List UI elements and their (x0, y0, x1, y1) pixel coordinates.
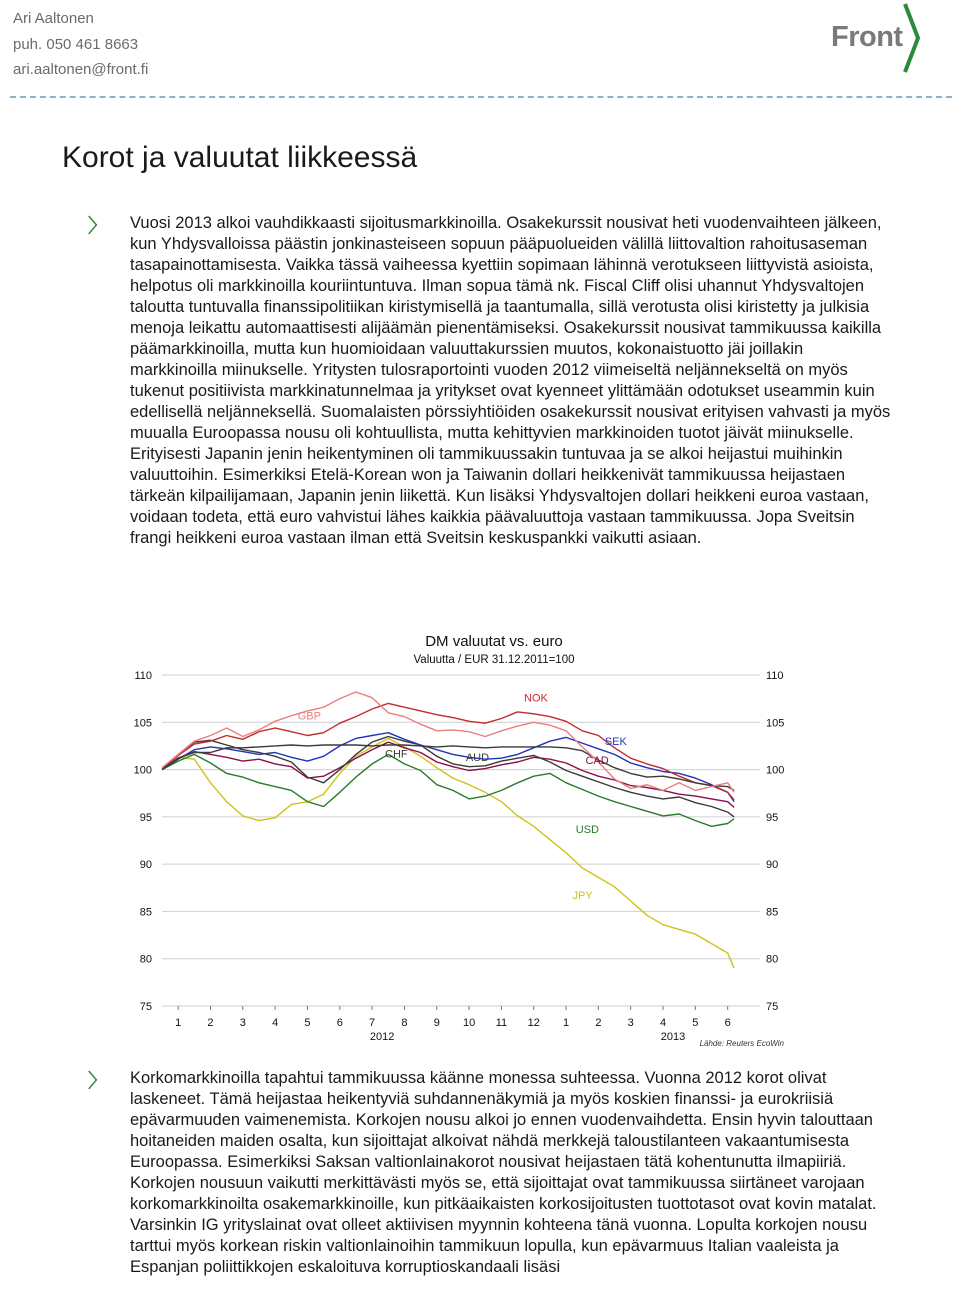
x-tick-label: 1 (562, 1017, 570, 1029)
x-tick-label: 2 (595, 1017, 602, 1029)
y-tick-label-right: 95 (766, 811, 779, 824)
front-logo (828, 2, 928, 74)
x-tick-label: 7 (369, 1017, 376, 1029)
x-year-label: 2012 (369, 1031, 395, 1043)
x-tick-label: 3 (239, 1017, 246, 1029)
header-divider (10, 96, 952, 98)
y-tick-label-right: 75 (766, 1001, 779, 1013)
y-tick-label-left: 105 (133, 717, 152, 730)
x-tick-label: 1 (175, 1017, 182, 1029)
paragraph-2: Korkomarkkinoilla tapahtui tammikuussa käänne monessa suhteessa. Vuonna 2012 korot olivat laskeneet. Tämä heijastaa heikentyviä suhdannenäkymiä ja myös koskien finanssi- ja eurokriisiä epävarmuuden vaimenemista. Korkojen nousu alkoi jo ennen vuodenvaihdetta. Ensin hyvin talouttaan hoitaneiden maiden osalta, kun sijoittajat alkoivat nähdä merkkejä taloustilanteen vakaantumisesta Euroopassa. Esimerkiksi Saksan valtionlainakorot nousivat heijastaen tätä kohentunutta ilmapiiriä. Korkojen nousuun vaikutti merkittävästi myös se, että sijoittajat ovat tammikuussa siirtäneet varojaan korkomarkkinoilta osakemarkkinoille, kun pitkäaikaisten korkosijoitusten tuottotasot ovat kovin matalat. Varsinkin IG yrityslainat ovat olleet aktiivisen myynnin kohteena tänä vuonna. Lopulta korkojen nousu tarttui myös korkean riskin valtionlainoihin tammikuun lopulla, kun epävarmuus Italian vaaleista ja Espanjan poliittikkojen eskaloituva korruptioskandaali lisäsi (130, 1069, 877, 1276)
x-tick-label: 6 (336, 1017, 343, 1029)
series-label-chf: CHF (385, 748, 408, 761)
chart-series (162, 692, 734, 968)
x-year-label: 2013 (660, 1031, 686, 1043)
x-tick-label: 6 (724, 1017, 731, 1029)
x-tick-label: 5 (692, 1017, 699, 1029)
y-tick-label-right: 105 (766, 717, 785, 730)
y-tick-label-left: 100 (133, 764, 152, 777)
series-label-aud: AUD (465, 752, 490, 765)
y-tick-label-right: 85 (766, 906, 779, 919)
chart-subtitle: Valuutta / EUR 31.12.2011=100 (413, 654, 575, 666)
series-label-nok: NOK (524, 692, 548, 705)
y-tick-label-left: 75 (139, 1001, 152, 1013)
chart-grid (162, 675, 760, 1006)
y-tick-label-left: 95 (139, 811, 152, 824)
y-tick-label-left: 85 (139, 906, 152, 919)
chevron-right-icon (902, 2, 922, 74)
x-tick-label: 9 (433, 1017, 440, 1029)
series-label-usd: USD (575, 823, 599, 836)
y-tick-label-right: 100 (766, 764, 785, 777)
bullet-icon: 〉 (88, 1071, 108, 1092)
x-tick-label: 4 (272, 1017, 279, 1029)
logo-text: Front (831, 21, 903, 53)
x-tick-label: 3 (627, 1017, 634, 1029)
x-tick-label: 8 (401, 1017, 408, 1029)
series-label-gbp: GBP (297, 710, 321, 723)
y-tick-label-left: 80 (139, 953, 152, 966)
y-tick-label-right: 110 (766, 670, 784, 682)
page-title: Korot ja valuutat liikkeessä (62, 141, 418, 174)
x-tick-label: 11 (495, 1017, 508, 1029)
x-tick-label: 5 (304, 1017, 311, 1029)
paragraph-1: Vuosi 2013 alkoi vauhdikkaasti sijoitusmarkkinoilla. Osakekurssit nousivat heti vuodenvaihteen jälkeen, kun Yhdysvalloissa päästin jonkinasteiseen sopuun pääpuolueiden välillä liittovaltion rahoitusaseman tasapainottamisesta. Vaikka tässä vaiheessa kyettiin sopimaan lähinnä verotukseen liittyvistä asioista, helpotus oli markkinoilla kouriintuntuva. Ilman sopua tämä nk. Fiscal Cliff olisi uhannut Yhdysvaltojen taloutta tuntuvalla finanssipolitiikan kiristymisellä ja taantumalla, sillä verotusta olisi kiristetty ja julkisia menoja leikattu automaattisesti alijäämän pienentämiseksi. Osakekurssit nousivat tammikuussa kaikilla päämarkkinoilla, mutta kun huomioidaan valuuttakurssien muutos, kokonaistuotto jäi joillakin markkinoilla miinukselle. Yritysten tulosraportointi vuoden 2012 viimeiseltä neljännekseltä on myös tukenut positiivista markkinatunnelmaa ja yritykset ovat kyenneet ylittämään odotukset useammin kuin edellisellä neljänneksellä. Suomalaisten pörssiyhtiöiden osakekurssit nousivat erityisen vahvasti ja myös muualla Euroopassa nousu oli kohtuullista, mutta kehittyvien markkinoiden tuotot jäivät miinukselle. Erityisesti Japanin jenin heikentyminen oli tammikuussakin tuntuvaa ja se alkoi heijastui muihinkin valuuttoihin. Esimerkiksi Etelä-Korean won ja Taiwanin dollari heikkenivät tammikuussa heijastaen tärkeän kilpailijamaan, Japanin jenin liikettä. Kun lisäksi Yhdysvaltojen dollari heikkeni euroa vastaan, voidaan todeta, että euro vahvistui lähes kaikkia päävaluuttoja vastaan tammikuussa. Jopa Sveitsin frangi heikkeni euroa vastaan ilman että Sveitsin keskuspankki vaikutti asiaan. (130, 214, 891, 547)
series-line-sek (162, 733, 734, 802)
chart-title: DM valuutat vs. euro (425, 633, 563, 650)
x-tick-label: 12 (527, 1017, 540, 1029)
contact-block (13, 6, 148, 83)
y-tick-label-left: 110 (134, 670, 152, 682)
currency-chart (120, 625, 800, 1050)
series-label-cad: CAD (585, 754, 609, 767)
y-tick-label-left: 90 (139, 859, 152, 872)
chart-series-labels (298, 692, 628, 902)
x-tick-label: 2 (207, 1017, 214, 1029)
series-line-jpy (162, 735, 734, 968)
series-label-jpy: JPY (572, 890, 593, 903)
contact-name: Ari Aaltonen (13, 10, 94, 27)
chart-svg (120, 625, 800, 1050)
y-tick-label-right: 80 (766, 953, 779, 966)
chart-source: Lähde: Reuters EcoWin (699, 1039, 784, 1048)
chart-axes (134, 670, 785, 1043)
contact-email[interactable]: ari.aaltonen@front.fi (13, 61, 149, 78)
x-tick-label: 4 (659, 1017, 667, 1029)
y-tick-label-right: 90 (766, 859, 779, 872)
contact-phone: puh. 050 461 8663 (13, 35, 139, 53)
series-label-sek: SEK (604, 735, 627, 748)
x-tick-label: 10 (462, 1017, 476, 1029)
bullet-icon: 〉 (88, 216, 108, 237)
